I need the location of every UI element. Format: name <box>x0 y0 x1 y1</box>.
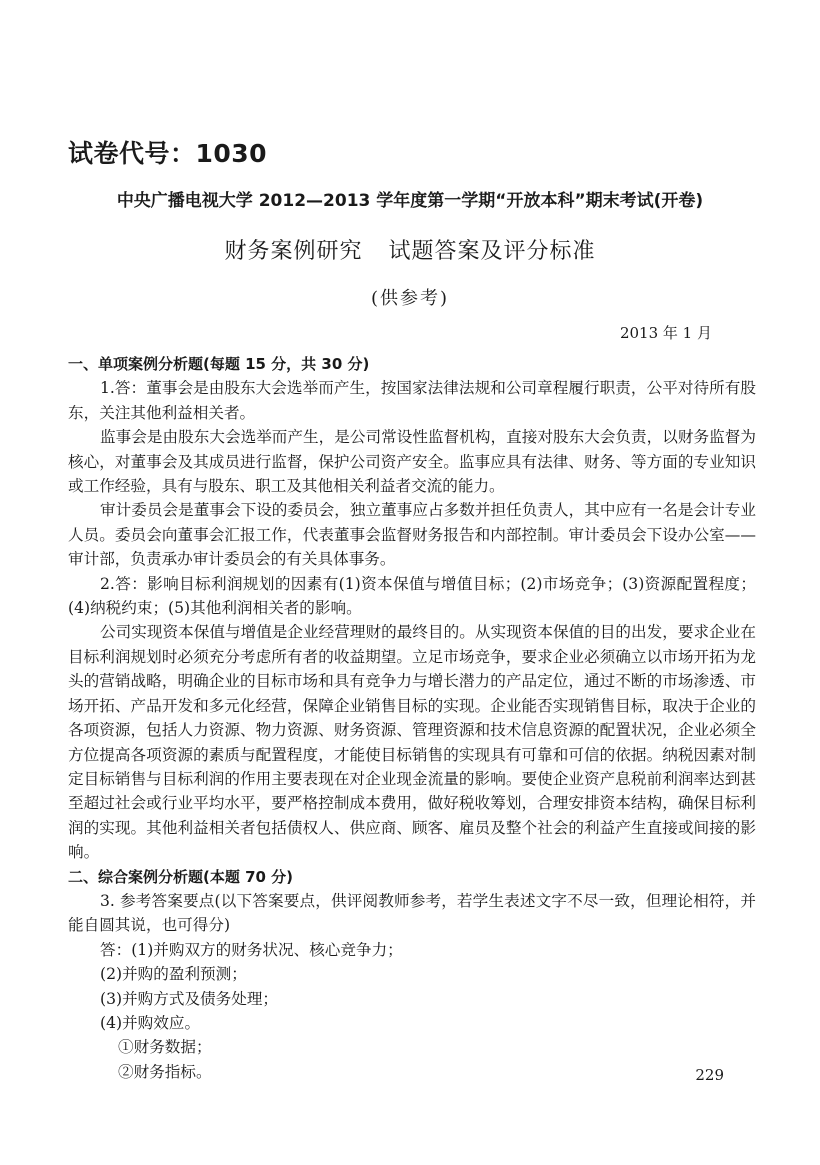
q1-answer-audit: 审计委员会是董事会下设的委员会，独立董事应占多数并担任负责人，其中应有一名是会计专业人员。委员会向董事会汇报工作，代表董事会监督财务报告和内部控制。审计委员会下设办公室——审计部，负责承办审计委员会的有关具体事务。 <box>68 501 756 569</box>
q3-item: (2)并购的盈利预测； <box>100 965 247 984</box>
subject-title: 财务案例研究 <box>224 239 363 264</box>
section1-heading: 一、单项案例分析题(每题 15 分，共 30 分) <box>68 355 370 373</box>
section2-heading: 二、综合案例分析题(本题 70 分) <box>68 867 294 886</box>
q3-item: 答：(1)并购双方的财务状况、核心竞争力； <box>100 940 403 959</box>
q1-answer-supervisory: 监事会是由股东大会选举而产生，是公司常设性监督机构，直接对股东大会负责，以财务监督为核心，对董事会及其成员进行监督，保护公司资产安全。监事应具有法律、财务、等方面的专业知识或工作经验，具有与股东、职工及其他相关利益者交流的能力。 <box>68 428 756 496</box>
exam-title: 中央广播电视大学 2012—2013 学年度第一学期“开放本科”期末考试(开卷) <box>116 191 704 211</box>
answer-title: 试题答案及评分标准 <box>388 239 596 264</box>
answer-content <box>68 352 756 1084</box>
q3-item: (3)并购方式及债务处理； <box>100 989 279 1008</box>
q2-answer-detail: 公司实现资本保值与增值是企业经营理财的最终目的。从实现资本保值的目的出发，要求企业在目标利润规划时必须充分考虑所有者的收益期望。立足市场竞争，要求企业必须确立以市场开拓为龙头的营销战略，明确企业的目标市场和具有竞争力与增长潜力的产品定位，通过不断的市场渗透、市场开拓、产品开发和多元化经营，保障企业销售目标的实现。企业能否实现销售目标，取决于企业的各项资源，包括人力资源、物力资源、财务资源、管理资源和技术信息资源的配置状况，企业必须全方位提高各项资源的素质与配置程度，才能使目标销售的实现具有可靠和可信的依据。纳税因素对制定目标销售与目标利润的作用主要表现在对企业现金流量的影响。要使企业资产息税前利润率达到甚至超过社会或行业平均水平，要严格控制成本费用，做好税收筹划，合理安排资本结构，确保目标利润的实现。其他利益相关者包括债权人、供应商、顾客、雇员及整个社会的利益产生直接或间接的影响。 <box>68 623 756 862</box>
q3-subitem: ②财务指标。 <box>118 1062 212 1081</box>
q2-answer-factors: 2.答：影响目标利润规划的因素有(1)资本保值与增值目标；(2)市场竞争；(3)资源配置程度；(4)纳税约束；(5)其他利润相关者的影响。 <box>68 574 756 618</box>
reference-note: (供参考) <box>370 288 450 309</box>
exam-date: 2013 年 1 月 <box>619 324 712 342</box>
q3-intro: 3. 参考答案要点(以下答案要点，供评阅教师参考，若学生表述文字不尽一致，但理论相符，并能自圆其说，也可得分) <box>68 891 756 935</box>
q3-subitem: ①财务数据； <box>118 1038 212 1057</box>
paper-code: 试卷代号：1030 <box>68 139 268 168</box>
q3-item: (4)并购效应。 <box>100 1013 201 1032</box>
subject-line <box>0 234 820 265</box>
page-number: 229 <box>695 1066 724 1084</box>
q1-answer-board: 1.答：董事会是由股东大会选举而产生，按国家法律法规和公司章程履行职责，公平对待所有股东，关注其他利益相关者。 <box>68 379 756 422</box>
